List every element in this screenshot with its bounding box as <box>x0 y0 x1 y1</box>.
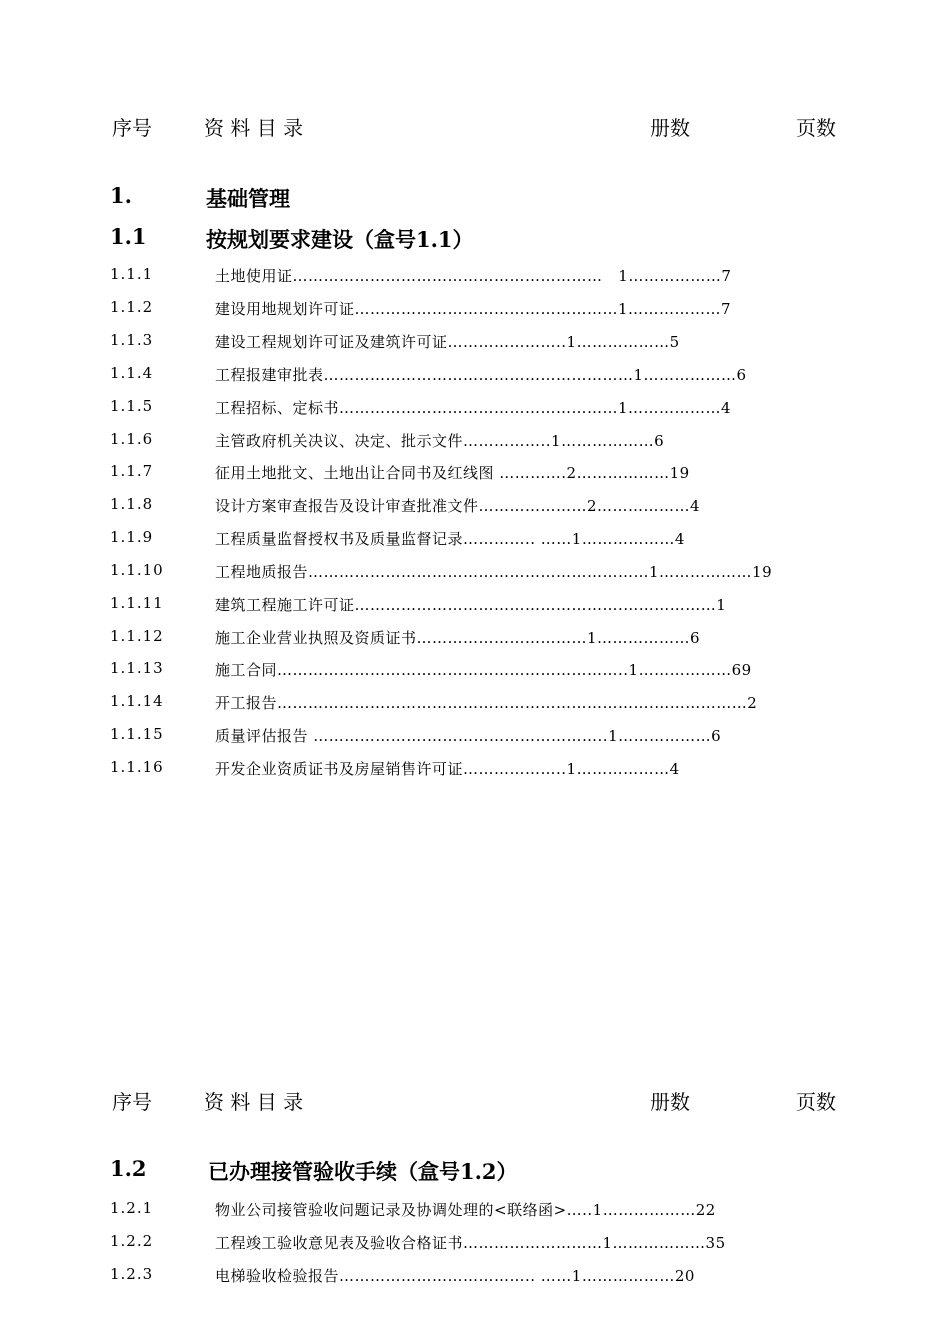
section-number: 1.1 <box>110 224 147 249</box>
list-item <box>0 397 950 421</box>
list-item <box>0 331 950 355</box>
list-item <box>0 627 950 651</box>
section-title: 基础管理 <box>206 186 290 211</box>
list-item <box>0 462 950 486</box>
entry-number: 1.2.1 <box>110 1199 154 1217</box>
entry-text: 质量评估报告 ………………….……………………………..1………………6 <box>215 727 722 745</box>
section-title: 已办理接管验收手续（盒号1.2） <box>208 1159 518 1184</box>
entry-number: 1.1.1 <box>110 265 154 283</box>
entry-number: 1.1.14 <box>110 692 164 710</box>
entry-text: 施工企业营业执照及资质证书……………………………1………………6 <box>215 629 701 647</box>
list-item <box>0 1265 950 1289</box>
entry-text: 工程质量监督授权书及质量监督记录………….. ……1………………4 <box>215 530 685 548</box>
list-item <box>0 430 950 454</box>
catalog-header-1 <box>0 112 950 142</box>
entry-number: 1.1.10 <box>110 561 164 579</box>
section-number: 1.2 <box>110 1156 147 1181</box>
entry-text: 开工报告……………………………………………………………….………………2 <box>215 694 758 712</box>
list-item <box>0 1232 950 1256</box>
header-pages: 页数 <box>796 1090 836 1114</box>
list-item <box>0 265 950 289</box>
section-number: 1. <box>110 183 132 208</box>
entry-text: 设计方案审查报告及设计审查批准文件…………………2………………4 <box>215 497 701 515</box>
entry-number: 1.1.13 <box>110 659 164 677</box>
list-item <box>0 725 950 749</box>
entry-number: 1.1.6 <box>110 430 154 448</box>
entry-text: 征用土地批文、土地出让合同书及红线图 ………….2………………19 <box>215 464 690 482</box>
section-title: 按规划要求建设（盒号1.1） <box>206 227 474 252</box>
list-item <box>0 495 950 519</box>
entry-number: 1.1.5 <box>110 397 154 415</box>
entry-text: 建设工程规划许可证及建筑许可证…………………..1………………5 <box>215 333 680 351</box>
list-item <box>0 594 950 618</box>
entry-number: 1.1.4 <box>110 364 154 382</box>
entry-number: 1.1.15 <box>110 725 164 743</box>
list-item <box>0 298 950 322</box>
entry-text: 物业公司接管验收问题记录及协调处理的<联络函>…..1………………22 <box>215 1201 716 1219</box>
entry-number: 1.1.3 <box>110 331 154 349</box>
list-item <box>0 758 950 782</box>
entry-text: 建筑工程施工许可证…………………………………………….………………1 <box>215 596 727 614</box>
entry-number: 1.1.2 <box>110 298 154 316</box>
entry-text: 建设用地规划许可证……………………………………………1………………7 <box>215 300 732 318</box>
header-seq: 序号 <box>112 1090 152 1114</box>
entry-number: 1.1.12 <box>110 627 164 645</box>
header-seq: 序号 <box>112 116 152 140</box>
list-item <box>0 692 950 716</box>
entry-text: 施工合同…………………………………………………………..1………………69 <box>215 661 752 679</box>
entry-number: 1.1.16 <box>110 758 164 776</box>
entry-text: 开发企业资质证书及房屋销售许可证………………..1………………4 <box>215 760 680 778</box>
list-item <box>0 1199 950 1223</box>
header-pages: 页数 <box>796 116 836 140</box>
entry-number: 1.2.2 <box>110 1232 154 1250</box>
list-item <box>0 561 950 585</box>
list-item <box>0 364 950 388</box>
list-item <box>0 528 950 552</box>
list-item <box>0 659 950 683</box>
entry-text: 工程报建审批表……………………………………………………1………………6 <box>215 366 747 384</box>
header-catalog: 资 料 目 录 <box>204 1090 304 1114</box>
header-volumes: 册数 <box>650 116 690 140</box>
entry-text: 工程招标、定标书………………………………………………1………………4 <box>215 399 732 417</box>
entry-number: 1.1.11 <box>110 594 164 612</box>
entry-number: 1.1.8 <box>110 495 154 513</box>
catalog-header-2 <box>0 1086 950 1116</box>
entry-text: 主管政府机关决议、决定、批示文件……………..1………………6 <box>215 432 665 450</box>
entry-number: 1.1.9 <box>110 528 154 546</box>
header-catalog: 资 料 目 录 <box>204 116 304 140</box>
entry-text: 工程地质报告…………………………………………………………1………………19 <box>215 563 773 581</box>
entry-text: 电梯验收检验报告……………………………….. ……1………………20 <box>215 1267 695 1285</box>
entry-number: 1.2.3 <box>110 1265 154 1283</box>
header-volumes: 册数 <box>650 1090 690 1114</box>
entry-text: 工程竣工验收意见表及验收合格证书………………………1………………35 <box>215 1234 726 1252</box>
entry-text: 土地使用证…………………………………………………… 1………………7 <box>215 267 732 285</box>
entry-number: 1.1.7 <box>110 462 154 480</box>
